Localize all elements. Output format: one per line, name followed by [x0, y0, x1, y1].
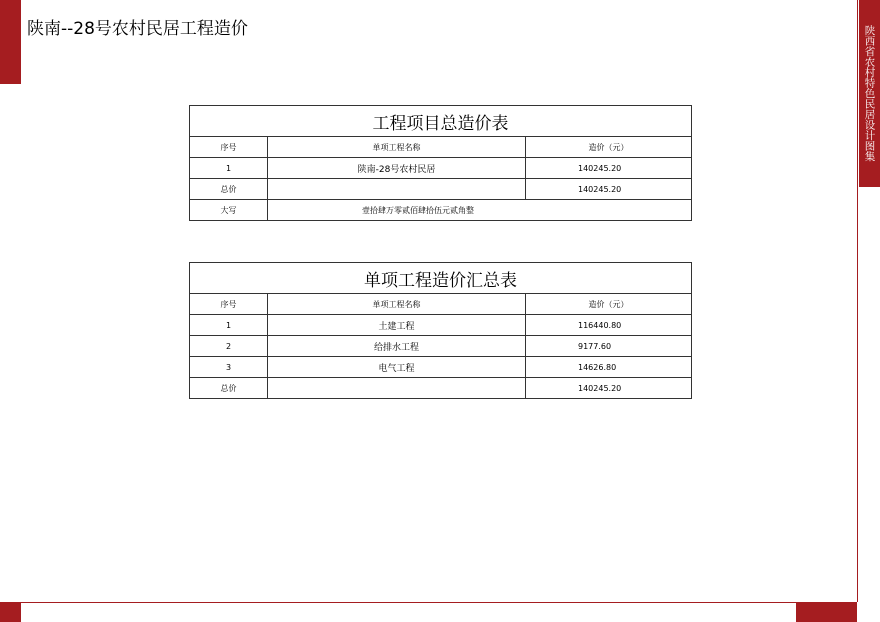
row-no: 3 [190, 357, 268, 378]
header-no: 序号 [190, 294, 268, 315]
row-no: 1 [190, 315, 268, 336]
right-bottom-accent-bar [796, 602, 857, 622]
row-cost: 140245.20 [526, 158, 692, 179]
table-row [190, 336, 692, 357]
row-name: 电气工程 [268, 357, 526, 378]
total-label: 总价 [190, 179, 268, 200]
row-no: 1 [190, 158, 268, 179]
daxie-value: 壹拾肆万零贰佰肆拾伍元贰角整 [268, 200, 692, 221]
row-name: 土建工程 [268, 315, 526, 336]
total-row [190, 378, 692, 399]
row-cost: 14626.80 [526, 357, 692, 378]
row-name: 给排水工程 [268, 336, 526, 357]
total-empty-cell [268, 378, 526, 399]
side-series-label: 陕西省农村特色民居设计图集 [859, 0, 880, 187]
total-cost-table-caption: 工程项目总造价表 [190, 106, 692, 137]
table-row [190, 158, 692, 179]
header-no: 序号 [190, 137, 268, 158]
daxie-label: 大写 [190, 200, 268, 221]
header-name: 单项工程名称 [268, 294, 526, 315]
total-empty-cell [268, 179, 526, 200]
right-frame-line [857, 0, 858, 602]
left-top-accent-bar [0, 0, 21, 84]
header-cost: 造价（元） [526, 294, 692, 315]
table-header-row [190, 294, 692, 315]
total-row [190, 179, 692, 200]
row-cost: 116440.80 [526, 315, 692, 336]
row-cost: 9177.60 [526, 336, 692, 357]
item-cost-summary-table [189, 262, 692, 399]
daxie-row [190, 200, 692, 221]
table-row [190, 357, 692, 378]
table-row [190, 315, 692, 336]
item-cost-summary-caption: 单项工程造价汇总表 [190, 263, 692, 294]
total-label: 总价 [190, 378, 268, 399]
total-value: 140245.20 [526, 179, 692, 200]
total-cost-table [189, 105, 692, 221]
header-name: 单项工程名称 [268, 137, 526, 158]
total-value: 140245.20 [526, 378, 692, 399]
table-header-row [190, 137, 692, 158]
bottom-frame-line [21, 602, 796, 603]
row-name: 陕南-28号农村民居 [268, 158, 526, 179]
page-title: 陕南--28号农村民居工程造价 [27, 19, 248, 39]
header-cost: 造价（元） [526, 137, 692, 158]
left-bottom-accent-bar [0, 602, 21, 622]
row-no: 2 [190, 336, 268, 357]
